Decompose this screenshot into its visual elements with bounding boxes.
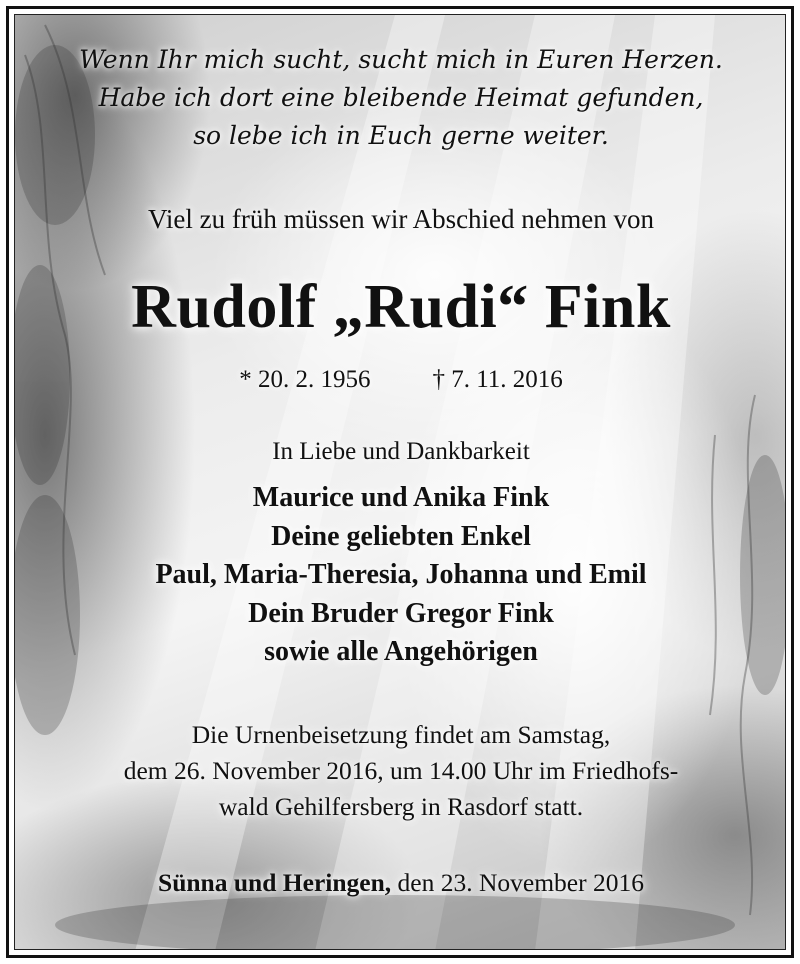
mourner-entry: Dein Bruder Gregor Fink [248,597,554,629]
burial-line: dem 26. November 2016, um 14.00 Uhr im Friedhofs- [123,756,679,785]
closing-date: den 23. November 2016 [397,868,644,897]
quote-line: Wenn Ihr mich sucht, sucht mich in Euren Herzen. [79,45,723,74]
burial-line: Die Urnenbeisetzung findet am Samstag, [191,720,611,749]
life-dates [15,363,786,397]
place-and-date [15,865,786,901]
burial-announcement [15,717,786,825]
quote-line: Habe ich dort eine bleibende Heimat gefunden, [98,83,704,112]
mourner-entry: sowie alle Angehörigen [264,636,538,667]
mourner-entry: Deine geliebten Enkel [271,520,531,552]
death-date: † 7. 11. 2016 [432,366,563,393]
quote-line: so lebe ich in Euch gerne weiter. [193,121,609,150]
closing-place: Sünna und Heringen, [158,868,392,897]
gratitude-line: In Liebe und Dankbarkeit [272,438,530,465]
farewell-intro: Viel zu früh müssen wir Abschied nehmen von [147,204,655,234]
mourner-entry: Maurice und Anika Fink [252,482,550,513]
forest-background-image [14,14,786,950]
mourner-entry: Paul, Maria-Theresia, Johanna und Emil [155,559,647,590]
birth-date: * 20. 2. 1956 [239,366,371,393]
mourners-list [15,479,786,672]
burial-line: wald Gehilfersberg in Rasdorf statt. [218,792,584,821]
memorial-quote [15,41,786,155]
deceased-name: Rudolf „Rudi“ Fink [131,273,671,341]
